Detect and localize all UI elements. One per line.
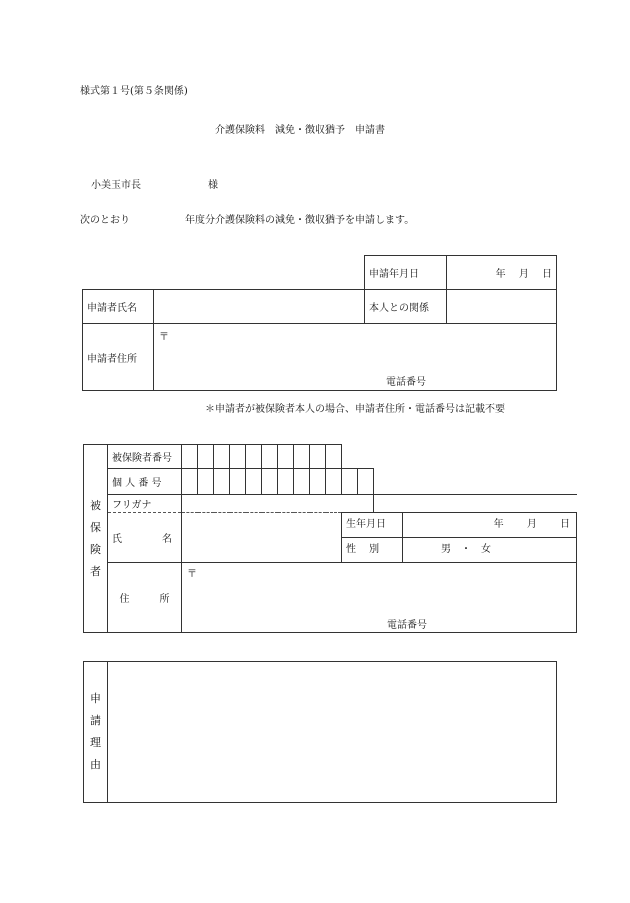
relation-label: 本人との関係 <box>365 290 447 324</box>
insured-number-label: 被保険者番号 <box>108 445 182 469</box>
personal-number-digit[interactable] <box>294 469 310 495</box>
insured-side-label: 被保険者 <box>84 445 108 633</box>
page-title: 介護保険料 減免・徴収猶予 申請書 <box>215 125 385 136</box>
insured-number-digit[interactable] <box>294 445 310 469</box>
applicant-note: ＊申請者が被保険者本人の場合、申請者住所・電話番号は記載不要 <box>205 404 505 415</box>
insured-name-label: 氏 名 <box>108 513 182 563</box>
applicant-table <box>82 255 557 391</box>
application-date-label: 申請年月日 <box>365 256 447 290</box>
honorific: 様 <box>208 180 218 191</box>
sex-cell <box>342 538 577 563</box>
intro-prefix: 次のとおり <box>80 215 130 226</box>
insured-number-digit[interactable] <box>198 445 214 469</box>
postal-mark: 〒 <box>159 332 169 343</box>
insured-phone-label: 電話番号 <box>387 620 427 631</box>
reason-table <box>83 661 557 803</box>
personal-number-label: 個 人 番 号 <box>108 469 182 495</box>
personal-number-digit[interactable] <box>342 469 358 495</box>
applicant-address-field[interactable] <box>154 324 557 391</box>
insured-number-digit[interactable] <box>310 445 326 469</box>
personal-number-digit[interactable] <box>230 469 246 495</box>
insured-number-digit[interactable] <box>214 445 230 469</box>
insured-postal-mark: 〒 <box>187 569 197 580</box>
personal-number-digit[interactable] <box>278 469 294 495</box>
personal-number-digit[interactable] <box>310 469 326 495</box>
reason-field[interactable] <box>108 662 557 803</box>
applicant-blank <box>83 256 365 290</box>
furigana-field[interactable] <box>182 495 374 513</box>
sex-label: 性 別 <box>342 538 403 562</box>
birth-date-field[interactable]: 年 月 日 <box>493 519 571 530</box>
insured-name-field[interactable] <box>182 513 342 563</box>
insured-number-digit[interactable] <box>230 445 246 469</box>
personal-number-digit[interactable] <box>198 469 214 495</box>
personal-number-rest <box>374 469 577 495</box>
insured-address-label: 住 所 <box>108 563 182 633</box>
furigana-rest <box>374 495 577 513</box>
personal-number-digit[interactable] <box>358 469 374 495</box>
applicant-phone-label: 電話番号 <box>386 377 426 388</box>
personal-number-digit[interactable] <box>182 469 198 495</box>
application-date-field[interactable]: 年 月 日 <box>447 256 557 290</box>
personal-number-digit[interactable] <box>214 469 230 495</box>
relation-field[interactable] <box>447 290 557 324</box>
insured-number-digit[interactable] <box>278 445 294 469</box>
insured-number-digit[interactable] <box>182 445 198 469</box>
insured-table <box>83 444 577 633</box>
reason-side-label: 申請理由 <box>84 662 108 803</box>
applicant-name-label: 申請者氏名 <box>83 290 154 324</box>
addressee: 小美玉市長 <box>91 180 141 191</box>
applicant-address-label: 申請者住所 <box>83 324 154 391</box>
sex-field[interactable]: 男 ・ 女 <box>441 544 491 555</box>
form-number: 様式第１号(第５条関係) <box>80 86 188 97</box>
birth-date-cell <box>342 513 577 538</box>
insured-number-digit[interactable] <box>262 445 278 469</box>
furigana-label: フリガナ <box>108 495 182 513</box>
insured-address-field[interactable] <box>182 563 577 633</box>
birth-date-label: 生年月日 <box>342 513 403 537</box>
insured-blank <box>342 445 577 469</box>
insured-number-digit[interactable] <box>246 445 262 469</box>
personal-number-digit[interactable] <box>326 469 342 495</box>
personal-number-digit[interactable] <box>246 469 262 495</box>
insured-number-digit[interactable] <box>326 445 342 469</box>
personal-number-digit[interactable] <box>262 469 278 495</box>
applicant-name-field[interactable] <box>154 290 365 324</box>
intro-suffix: 年度分介護保険料の減免・徴収猶予を申請します。 <box>185 215 415 226</box>
